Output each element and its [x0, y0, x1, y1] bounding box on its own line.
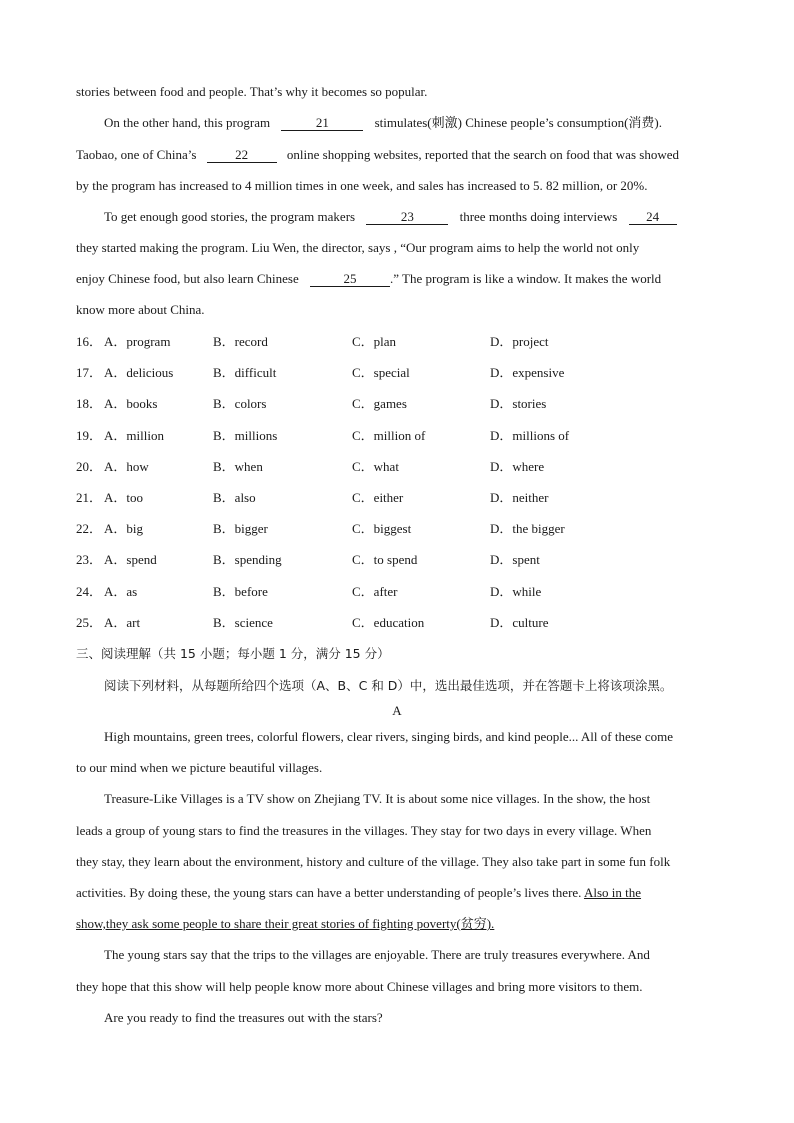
option-a: A．as — [104, 584, 138, 599]
option-d: D．stories — [490, 396, 547, 411]
passage-line: stories between food and people. That’s why it becomes so popular. — [76, 84, 428, 99]
option-row — [76, 428, 719, 444]
passage-text: online shopping websites, reported that the search on food that was showed — [286, 147, 679, 162]
option-d: D．where — [490, 459, 545, 474]
passage-line: know more about China. — [76, 302, 205, 317]
option-b: B．record — [213, 334, 268, 349]
option-b: B．bigger — [213, 521, 268, 536]
option-row — [76, 334, 719, 350]
option-a: A．books — [104, 396, 158, 411]
section-heading: 三、阅读理解（共 15 小题；每小题 1 分，满分 15 分） — [76, 646, 390, 661]
option-a: A．big — [104, 521, 144, 536]
option-c: C．what — [352, 459, 399, 474]
passage-text: To get enough good stories, the program makers — [104, 209, 356, 224]
passage-text: three months doing interviews — [459, 209, 618, 224]
option-d: D．culture — [490, 615, 549, 630]
passage-line — [76, 885, 719, 901]
passage-line: to our mind when we picture beautiful villages. — [76, 760, 323, 775]
passage-text: .” The program is like a window. It makes the world — [390, 271, 662, 286]
passage-text: activities. By doing these, the young stars can have a better understanding of people’s lives there. — [76, 885, 582, 900]
option-d: D．spent — [490, 552, 540, 567]
option-row — [76, 615, 719, 631]
blank-23: 23 — [366, 210, 448, 225]
option-c: C．plan — [352, 334, 397, 349]
option-a: A．delicious — [104, 365, 174, 380]
option-a: A．art — [104, 615, 141, 630]
question-number: 17． — [76, 365, 103, 380]
passage-line: Treasure-Like Villages is a TV show on Zhejiang TV. It is about some nice villages. In the show, the host — [104, 791, 651, 806]
passage-line: by the program has increased to 4 million times in one week, and sales has increased to 5. 82 million, or 20%. — [76, 178, 648, 193]
question-number: 25． — [76, 615, 103, 630]
question-number: 19． — [76, 428, 103, 443]
option-b: B．science — [213, 615, 273, 630]
option-c: C．games — [352, 396, 407, 411]
option-a: A．too — [104, 490, 144, 505]
passage-line — [76, 147, 719, 163]
option-b: B．spending — [213, 552, 282, 567]
option-d: D．expensive — [490, 365, 565, 380]
option-d: D．while — [490, 584, 542, 599]
blank-25: 25 — [310, 272, 390, 287]
option-b: B．difficult — [213, 365, 277, 380]
option-b: B．before — [213, 584, 268, 599]
option-d: D．project — [490, 334, 549, 349]
section-instruction: 阅读下列材料，从每题所给四个选项（A、B、C 和 D）中，选出最佳选项，并在答题卡上将该项涂黑。 — [104, 678, 673, 693]
passage-text: enjoy Chinese food, but also learn Chinese — [76, 271, 299, 286]
option-row — [76, 365, 719, 381]
passage-line — [104, 209, 719, 225]
option-c: C．special — [352, 365, 410, 380]
blank-22: 22 — [207, 148, 277, 163]
option-a: A．how — [104, 459, 149, 474]
blank-21: 21 — [281, 116, 363, 131]
passage-line: The young stars say that the trips to the villages are enjoyable. There are truly treasures everywhere. And — [104, 947, 650, 962]
option-a: A．spend — [104, 552, 157, 567]
question-number: 22． — [76, 521, 103, 536]
option-row — [76, 552, 719, 568]
question-number: 18． — [76, 396, 103, 411]
passage-line: High mountains, green trees, colorful flowers, clear rivers, singing birds, and kind people... All of these come — [104, 729, 673, 744]
option-c: C．to spend — [352, 552, 418, 567]
passage-line: they hope that this show will help people know more about Chinese villages and bring more visitors to them. — [76, 979, 643, 994]
option-d: D．the bigger — [490, 521, 565, 536]
option-b: B．colors — [213, 396, 267, 411]
passage-label: A — [392, 703, 402, 718]
passage-line — [104, 115, 719, 131]
option-b: B．millions — [213, 428, 278, 443]
option-c: C．biggest — [352, 521, 412, 536]
option-b: B．also — [213, 490, 256, 505]
option-row — [76, 584, 719, 600]
passage-line: leads a group of young stars to find the treasures in the villages. They stay for two days in every village. When — [76, 823, 652, 838]
blank-24: 24 — [629, 210, 677, 225]
option-c: C．education — [352, 615, 425, 630]
option-a: A．program — [104, 334, 171, 349]
passage-text: stimulates(刺激) Chinese people’s consumption(消费). — [374, 115, 662, 130]
option-row — [76, 521, 719, 537]
underlined-sentence: show,they ask some people to share their great stories of fighting poverty(贫穷). — [76, 916, 495, 931]
passage-text: On the other hand, this program — [104, 115, 271, 130]
question-number: 23． — [76, 552, 103, 567]
passage-line: they stay, they learn about the environment, history and culture of the village. They also take part in some fun folk — [76, 854, 671, 869]
option-row — [76, 490, 719, 506]
passage-line: Are you ready to find the treasures out with the stars? — [104, 1010, 383, 1025]
option-row — [76, 396, 719, 412]
option-a: A．million — [104, 428, 164, 443]
option-b: B．when — [213, 459, 263, 474]
option-c: C．million of — [352, 428, 426, 443]
option-d: D．millions of — [490, 428, 570, 443]
option-c: C．after — [352, 584, 398, 599]
passage-line — [76, 271, 719, 287]
option-c: C．either — [352, 490, 404, 505]
option-row — [76, 459, 719, 475]
option-d: D．neither — [490, 490, 549, 505]
question-number: 24． — [76, 584, 103, 599]
question-number: 20． — [76, 459, 103, 474]
passage-text: Taobao, one of China’s — [76, 147, 197, 162]
question-number: 21． — [76, 490, 103, 505]
passage-line: they started making the program. Liu Wen, the director, says , “Our program aims to help the world not only — [76, 240, 640, 255]
underlined-sentence: Also in the — [583, 885, 642, 900]
question-number: 16． — [76, 334, 103, 349]
